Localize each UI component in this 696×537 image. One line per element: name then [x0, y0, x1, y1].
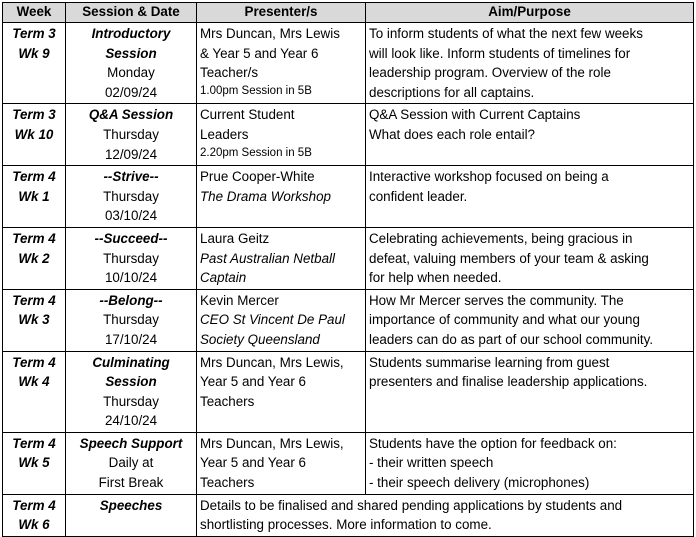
table-row	[3, 494, 694, 536]
aim-line: What does each role entail?	[369, 126, 535, 142]
week-label: Wk 5	[18, 455, 50, 471]
week-label: Wk 4	[18, 374, 50, 390]
aim-cell	[366, 104, 694, 166]
presenter-line: Mrs Duncan, Mrs Lewis	[200, 26, 340, 41]
session-cell	[66, 227, 197, 289]
presenter-line: Year 5 and Year 6	[200, 455, 306, 471]
details-line: shortlisting processes. More information to come.	[200, 517, 492, 533]
presenter-line: Mrs Duncan, Mrs Lewis,	[200, 354, 344, 370]
session-date: 10/10/24	[104, 270, 158, 286]
term-label: Term 4	[12, 354, 56, 370]
session-title: Q&A Session	[88, 107, 174, 123]
aim-cell	[366, 351, 694, 432]
presenter-line: Mrs Duncan, Mrs Lewis,	[200, 435, 344, 451]
presenter-cell	[197, 23, 366, 104]
session-day: Thursday	[103, 188, 159, 204]
presenter-cell	[197, 227, 366, 289]
presenter-line: Teachers	[200, 475, 255, 491]
week-cell	[3, 227, 66, 289]
details-line: Details to be finalised and shared pending applications by students and	[200, 497, 623, 513]
session-cell	[66, 351, 197, 432]
session-day: Thursday	[103, 312, 159, 328]
aim-line: How Mr Mercer serves the community. The	[369, 292, 624, 308]
table-row	[3, 432, 694, 494]
presenter-cell	[197, 351, 366, 432]
session-title: Culminating	[92, 354, 170, 370]
table-row	[3, 104, 694, 166]
table-row	[3, 227, 694, 289]
session-cell	[66, 432, 197, 494]
session-title: Speeches	[99, 497, 163, 513]
session-cell	[66, 166, 197, 228]
term-label: Term 4	[12, 169, 56, 185]
week-label: Wk 3	[18, 312, 50, 328]
aim-line: Students summarise learning from guest	[369, 354, 610, 370]
session-date: First Break	[98, 475, 164, 491]
aim-cell	[366, 227, 694, 289]
merged-details-cell	[197, 494, 694, 536]
week-label: Wk 9	[18, 45, 50, 61]
presenter-note: 1.00pm Session in 5B	[200, 84, 312, 97]
session-day: Thursday	[103, 250, 159, 266]
session-cell	[66, 289, 197, 351]
presenter-cell	[197, 432, 366, 494]
presenter-organisation: Past Australian Netball	[200, 250, 335, 266]
header-aim-purpose: Aim/Purpose	[366, 3, 694, 23]
session-date: 24/10/24	[104, 413, 158, 429]
aim-line: will look like. Inform students of timelines for	[369, 45, 631, 61]
week-label: Wk 2	[18, 250, 50, 266]
term-label: Term 3	[12, 26, 56, 41]
header-presenters: Presenter/s	[197, 3, 366, 23]
week-label: Wk 6	[18, 517, 50, 533]
header-session-date: Session & Date	[66, 3, 197, 23]
presenter-line: & Year 5 and Year 6	[200, 45, 319, 61]
aim-line: Students have the option for feedback on:	[369, 435, 617, 451]
leadership-program-table	[2, 2, 694, 537]
presenter-cell	[197, 104, 366, 166]
session-day: Daily at	[108, 455, 154, 471]
session-cell	[66, 494, 197, 536]
aim-line: leaders can do as part of our school community.	[369, 331, 654, 347]
term-label: Term 3	[12, 107, 56, 123]
session-day: Monday	[107, 65, 155, 81]
table-row	[3, 166, 694, 228]
session-date: 17/10/24	[104, 331, 158, 347]
aim-line: presenters and finalise leadership applications.	[369, 374, 648, 390]
week-cell	[3, 494, 66, 536]
session-date: 12/09/24	[104, 146, 158, 162]
presenter-organisation: Captain	[200, 270, 247, 286]
week-cell	[3, 166, 66, 228]
week-cell	[3, 23, 66, 104]
week-cell	[3, 351, 66, 432]
session-cell	[66, 23, 197, 104]
aim-line: Celebrating achievements, being gracious in	[369, 230, 633, 246]
session-title: --Belong--	[99, 292, 163, 308]
table-row	[3, 351, 694, 432]
session-title: Introductory Session	[91, 26, 171, 61]
aim-line: To inform students of what the next few weeks	[369, 26, 643, 41]
presenter-line: Leaders	[200, 126, 249, 142]
term-label: Term 4	[12, 230, 56, 246]
aim-line: - their written speech	[369, 455, 494, 471]
session-date: 02/09/24	[104, 84, 158, 100]
week-cell	[3, 432, 66, 494]
term-label: Term 4	[12, 292, 56, 308]
presenter-cell	[197, 166, 366, 228]
session-title: Session	[105, 374, 157, 390]
session-title: --Strive--	[103, 169, 159, 185]
presenter-name: Laura Geitz	[200, 230, 270, 246]
session-title: Speech Support	[79, 435, 183, 451]
aim-line: leadership program. Overview of the role	[369, 65, 611, 81]
week-cell	[3, 104, 66, 166]
term-label: Term 4	[12, 435, 56, 451]
week-cell	[3, 289, 66, 351]
presenter-note: 2.20pm Session in 5B	[200, 146, 312, 159]
header-row	[3, 3, 694, 23]
presenter-organisation: The Drama Workshop	[200, 188, 331, 204]
session-day: Thursday	[103, 393, 159, 409]
table-row	[3, 289, 694, 351]
aim-line: importance of community and what our young	[369, 312, 640, 328]
session-title: --Succeed--	[94, 230, 168, 246]
presenter-name: Kevin Mercer	[200, 292, 279, 308]
header-week: Week	[3, 3, 66, 23]
presenter-line: Year 5 and Year 6	[200, 374, 306, 390]
aim-line: Interactive workshop focused on being a	[369, 169, 609, 185]
aim-line: descriptions for all captains.	[369, 84, 535, 100]
aim-cell	[366, 432, 694, 494]
week-label: Wk 10	[14, 126, 54, 142]
aim-line: Q&A Session with Current Captains	[369, 107, 581, 123]
week-label: Wk 1	[18, 188, 50, 204]
presenter-line: Current Student	[200, 107, 295, 123]
session-date: 03/10/24	[104, 208, 158, 224]
aim-line: confident leader.	[369, 188, 468, 204]
aim-cell	[366, 289, 694, 351]
presenter-name: Prue Cooper-White	[200, 169, 315, 185]
aim-cell	[366, 23, 694, 104]
session-cell	[66, 104, 197, 166]
table-row	[3, 23, 694, 104]
presenter-line: Teachers	[200, 393, 255, 409]
term-label: Term 4	[12, 497, 56, 513]
presenter-organisation: CEO St Vincent De Paul	[200, 312, 345, 328]
presenter-cell	[197, 289, 366, 351]
aim-cell	[366, 166, 694, 228]
aim-line: for help when needed.	[369, 270, 502, 286]
aim-line: defeat, valuing members of your team & asking	[369, 250, 649, 266]
aim-line: - their speech delivery (microphones)	[369, 475, 590, 491]
presenter-organisation: Society Queensland	[200, 331, 320, 347]
session-day: Thursday	[103, 126, 159, 142]
presenter-line: Teacher/s	[200, 65, 259, 81]
